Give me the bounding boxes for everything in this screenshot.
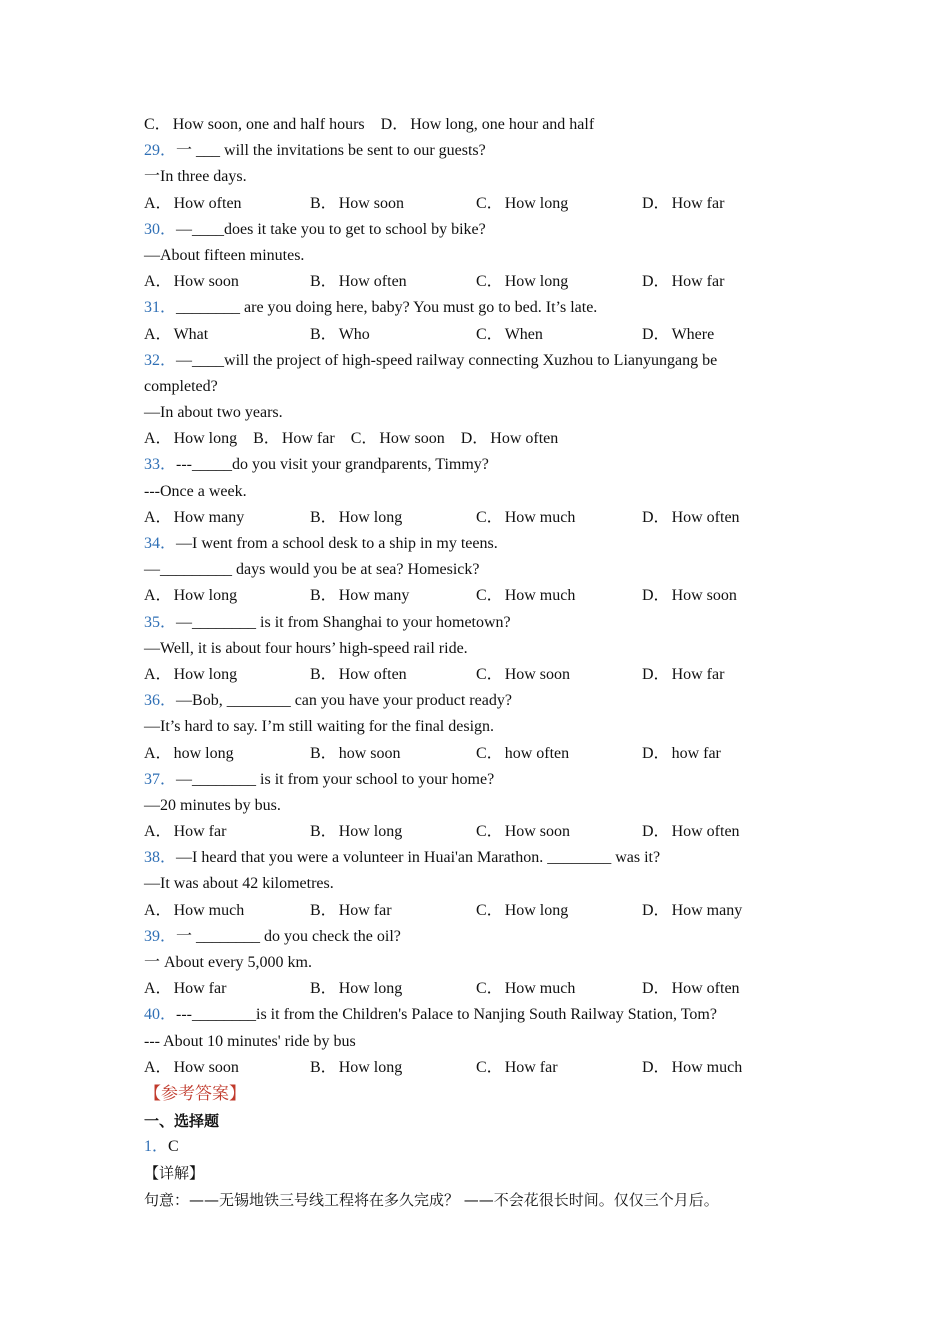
- option: [144, 322, 310, 348]
- question-number: 38．: [144, 849, 177, 867]
- option: [476, 505, 642, 531]
- option: [461, 426, 559, 452]
- option: [310, 322, 476, 348]
- question-number: 31．: [144, 299, 177, 317]
- text-line: —20 minutes by bus.: [144, 796, 281, 814]
- option-letter: B．: [310, 744, 337, 762]
- options-row: [144, 112, 824, 138]
- option-letter: C．: [476, 665, 503, 683]
- option-letter: B．: [310, 194, 337, 212]
- option: [476, 662, 642, 688]
- option-letter: C．: [476, 325, 503, 343]
- option: [642, 976, 808, 1002]
- option: [642, 898, 808, 924]
- question-line: [144, 688, 824, 714]
- text-line: —It’s hard to say. I’m still waiting for the final design.: [144, 718, 495, 736]
- text-line: —It was about 42 kilometres.: [144, 875, 334, 893]
- option: [642, 322, 808, 348]
- option-text: How soon: [173, 1058, 239, 1076]
- option-text: how far: [671, 744, 721, 762]
- option: [642, 819, 808, 845]
- option: [310, 191, 476, 217]
- question-number: 40．: [144, 1006, 177, 1024]
- option: [351, 426, 445, 452]
- option: [476, 191, 642, 217]
- option-letter: D．: [642, 194, 670, 212]
- question-number: 29．: [144, 142, 177, 160]
- option-text: How often: [671, 980, 740, 998]
- option-text: How soon: [379, 430, 445, 448]
- document-page: [144, 112, 824, 1213]
- text-line: —In about two years.: [144, 404, 283, 422]
- text-line: ---Once a week.: [144, 482, 247, 500]
- question-text: —________ is it from your school to your home?: [176, 770, 495, 788]
- option: [144, 112, 365, 138]
- option-text: How often: [671, 823, 740, 841]
- option-text: How many: [173, 508, 245, 526]
- option: [253, 426, 335, 452]
- explanation-line: 句意：——无锡地铁三号线工程将在多久完成？ ——不会花很长时间。仅仅三个月后。: [144, 1190, 719, 1209]
- option-text: how long: [173, 744, 234, 762]
- option-text: How far: [338, 901, 392, 919]
- option-text: How far: [671, 273, 725, 291]
- option: [310, 583, 476, 609]
- question-number: 32．: [144, 351, 177, 369]
- text-line: completed?: [144, 377, 218, 395]
- text-line: 一 About every 5,000 km.: [144, 954, 312, 971]
- option-text: How much: [504, 508, 576, 526]
- option: [144, 505, 310, 531]
- question-number: 35．: [144, 613, 177, 631]
- option: [310, 505, 476, 531]
- option-text: How long: [504, 273, 569, 291]
- option-letter: D．: [642, 508, 670, 526]
- question-text: ---________is it from the Children's Palace to Nanjing South Railway Station, Tom?: [176, 1006, 717, 1024]
- option-letter: C．: [476, 823, 503, 841]
- option-text: How far: [173, 980, 227, 998]
- option-text: How often: [173, 194, 242, 212]
- option-letter: B．: [310, 901, 337, 919]
- option-text: How often: [338, 665, 407, 683]
- option-letter: A．: [144, 587, 172, 605]
- option-letter: D．: [642, 665, 670, 683]
- option-letter: A．: [144, 273, 172, 291]
- option: [476, 819, 642, 845]
- question-text: —I went from a school desk to a ship in my teens.: [176, 535, 498, 552]
- option-letter: A．: [144, 823, 172, 841]
- option: [476, 741, 642, 767]
- option-letter: C．: [476, 508, 503, 526]
- question-line: [144, 217, 824, 243]
- options-row: [144, 898, 824, 924]
- option-letter: A．: [144, 325, 172, 343]
- option-letter: A．: [144, 194, 172, 212]
- option: [642, 1055, 808, 1081]
- question-line: [144, 1002, 824, 1028]
- option-text: How far: [173, 823, 227, 841]
- question-number: 39．: [144, 927, 177, 945]
- text-line: —Well, it is about four hours’ high-speed rail ride.: [144, 639, 468, 657]
- text-line: —About fifteen minutes.: [144, 246, 305, 264]
- option-text: How soon: [671, 587, 737, 605]
- answer-key-heading: 【参考答案】: [144, 1083, 246, 1104]
- question-text: —Bob, ________ can you have your product ready?: [176, 692, 512, 710]
- option: [144, 426, 237, 452]
- question-line: [144, 767, 824, 793]
- option-letter: B．: [310, 273, 337, 291]
- option-text: Who: [338, 325, 370, 343]
- option: [381, 112, 595, 138]
- option: [476, 269, 642, 295]
- option: [144, 976, 310, 1002]
- option-letter: C．: [476, 194, 503, 212]
- question-line: [144, 138, 824, 164]
- question-line: [144, 845, 824, 871]
- option: [144, 662, 310, 688]
- option-text: how soon: [338, 744, 401, 762]
- section-heading: 一、选择题: [144, 1111, 220, 1130]
- question-number: 36．: [144, 692, 177, 710]
- option-letter: D．: [642, 744, 670, 762]
- option-letter: D．: [642, 273, 670, 291]
- option-letter: D．: [642, 823, 670, 841]
- option-text: How long: [173, 665, 238, 683]
- option: [642, 583, 808, 609]
- option: [310, 819, 476, 845]
- option-letter: D．: [642, 325, 670, 343]
- question-line: [144, 348, 824, 374]
- option-text: How many: [671, 901, 743, 919]
- option-text: How far: [671, 194, 725, 212]
- options-row: [144, 1055, 824, 1081]
- text-line: --- About 10 minutes' ride by bus: [144, 1032, 356, 1050]
- option: [476, 1055, 642, 1081]
- option: [144, 191, 310, 217]
- option-letter: C．: [476, 744, 503, 762]
- option-letter: B．: [310, 587, 337, 605]
- option-letter: B．: [310, 508, 337, 526]
- option-letter: C．: [476, 273, 503, 291]
- option-text: How often: [338, 273, 407, 291]
- option-text: What: [173, 325, 209, 343]
- option: [642, 662, 808, 688]
- options-row: [144, 819, 824, 845]
- question-number: 34．: [144, 535, 177, 552]
- option-text: How far: [281, 430, 335, 448]
- question-line: [144, 452, 824, 478]
- option-letter: C．: [144, 116, 171, 133]
- question-text: 一 ___ will the invitations be sent to our guests?: [176, 142, 486, 160]
- option-letter: B．: [310, 325, 337, 343]
- option: [144, 269, 310, 295]
- text-line: 一In three days.: [144, 168, 247, 186]
- option-letter: D．: [642, 587, 670, 605]
- option-text: How much: [173, 901, 245, 919]
- options-row: [144, 191, 824, 217]
- options-row: [144, 583, 824, 609]
- option: [642, 505, 808, 531]
- option-text: How much: [504, 587, 576, 605]
- question-line: [144, 1134, 824, 1160]
- option: [144, 898, 310, 924]
- option: [144, 741, 310, 767]
- question-text: —I heard that you were a volunteer in Huai'an Marathon. ________ was it?: [176, 849, 661, 867]
- option-letter: B．: [310, 980, 337, 998]
- options-row: [144, 269, 824, 295]
- option: [642, 269, 808, 295]
- option-text: How long: [338, 823, 403, 841]
- question-text: —____will the project of high-speed railway connecting Xuzhou to Lianyungang be: [176, 351, 718, 369]
- question-line: [144, 295, 824, 321]
- option-text: How soon, one and half hours: [172, 116, 365, 133]
- option-text: How long: [338, 508, 403, 526]
- option-letter: D．: [380, 116, 409, 133]
- question-text: 一 ________ do you check the oil?: [176, 927, 401, 945]
- option: [144, 819, 310, 845]
- question-text: C: [168, 1138, 179, 1156]
- option-letter: C．: [476, 901, 503, 919]
- question-text: ________ are you doing here, baby? You must go to bed. It’s late.: [176, 299, 598, 317]
- option-letter: C．: [476, 587, 503, 605]
- option: [144, 583, 310, 609]
- option-text: how often: [504, 744, 570, 762]
- options-row: [144, 426, 824, 452]
- option-letter: A．: [144, 430, 172, 448]
- option-text: How often: [490, 430, 559, 448]
- question-line: [144, 610, 824, 636]
- option-letter: A．: [144, 665, 172, 683]
- option-text: How long: [173, 430, 238, 448]
- option-text: When: [504, 325, 543, 343]
- question-number: 30．: [144, 220, 177, 238]
- option: [476, 583, 642, 609]
- option-text: How far: [504, 1058, 558, 1076]
- option: [310, 976, 476, 1002]
- question-line: [144, 924, 824, 950]
- option-letter: D．: [460, 430, 489, 448]
- option: [144, 1055, 310, 1081]
- option: [642, 191, 808, 217]
- options-row: [144, 322, 824, 348]
- options-row: [144, 662, 824, 688]
- option-text: How long, one hour and half: [410, 116, 595, 133]
- question-text: —____does it take you to get to school by bike?: [176, 220, 486, 238]
- options-row: [144, 741, 824, 767]
- option-text: How often: [671, 508, 740, 526]
- question-number: 1．: [144, 1138, 169, 1156]
- option-text: How long: [338, 980, 403, 998]
- option-text: How soon: [504, 665, 571, 683]
- option: [642, 741, 808, 767]
- question-text: ---_____do you visit your grandparents, Timmy?: [176, 456, 489, 474]
- question-number: 37．: [144, 770, 177, 788]
- option: [476, 898, 642, 924]
- option: [310, 269, 476, 295]
- option: [310, 741, 476, 767]
- option: [310, 662, 476, 688]
- option-letter: B．: [253, 430, 280, 448]
- option-text: How long: [173, 587, 238, 605]
- option-text: How long: [338, 1058, 403, 1076]
- option-letter: D．: [642, 980, 670, 998]
- question-text: —________ is it from Shanghai to your hometown?: [176, 613, 511, 631]
- text-line: —_________ days would you be at sea? Homesick?: [144, 561, 480, 579]
- options-row: [144, 505, 824, 531]
- option: [476, 322, 642, 348]
- option-letter: B．: [310, 665, 337, 683]
- option-letter: B．: [310, 1058, 337, 1076]
- option-text: How long: [504, 901, 569, 919]
- option-letter: C．: [476, 980, 503, 998]
- option-letter: A．: [144, 980, 172, 998]
- option: [476, 976, 642, 1002]
- option-letter: A．: [144, 1058, 172, 1076]
- option-letter: A．: [144, 744, 172, 762]
- option: [310, 1055, 476, 1081]
- option-text: How much: [671, 1058, 743, 1076]
- option-letter: C．: [350, 430, 378, 448]
- option-letter: A．: [144, 508, 172, 526]
- option-text: How far: [671, 665, 725, 683]
- option-letter: B．: [310, 823, 337, 841]
- option-text: How many: [338, 587, 410, 605]
- explanation-line: 【详解】: [144, 1164, 205, 1183]
- options-row: [144, 976, 824, 1002]
- option-text: How soon: [173, 273, 239, 291]
- option-letter: C．: [476, 1058, 503, 1076]
- question-line: [144, 531, 824, 557]
- option-letter: A．: [144, 901, 172, 919]
- option: [310, 898, 476, 924]
- option-text: How much: [504, 980, 576, 998]
- question-number: 33．: [144, 456, 177, 474]
- option-letter: D．: [642, 901, 670, 919]
- option-text: How long: [504, 194, 569, 212]
- option-text: How soon: [338, 194, 405, 212]
- option-letter: D．: [642, 1058, 670, 1076]
- option-text: Where: [671, 325, 715, 343]
- option-text: How soon: [504, 823, 571, 841]
